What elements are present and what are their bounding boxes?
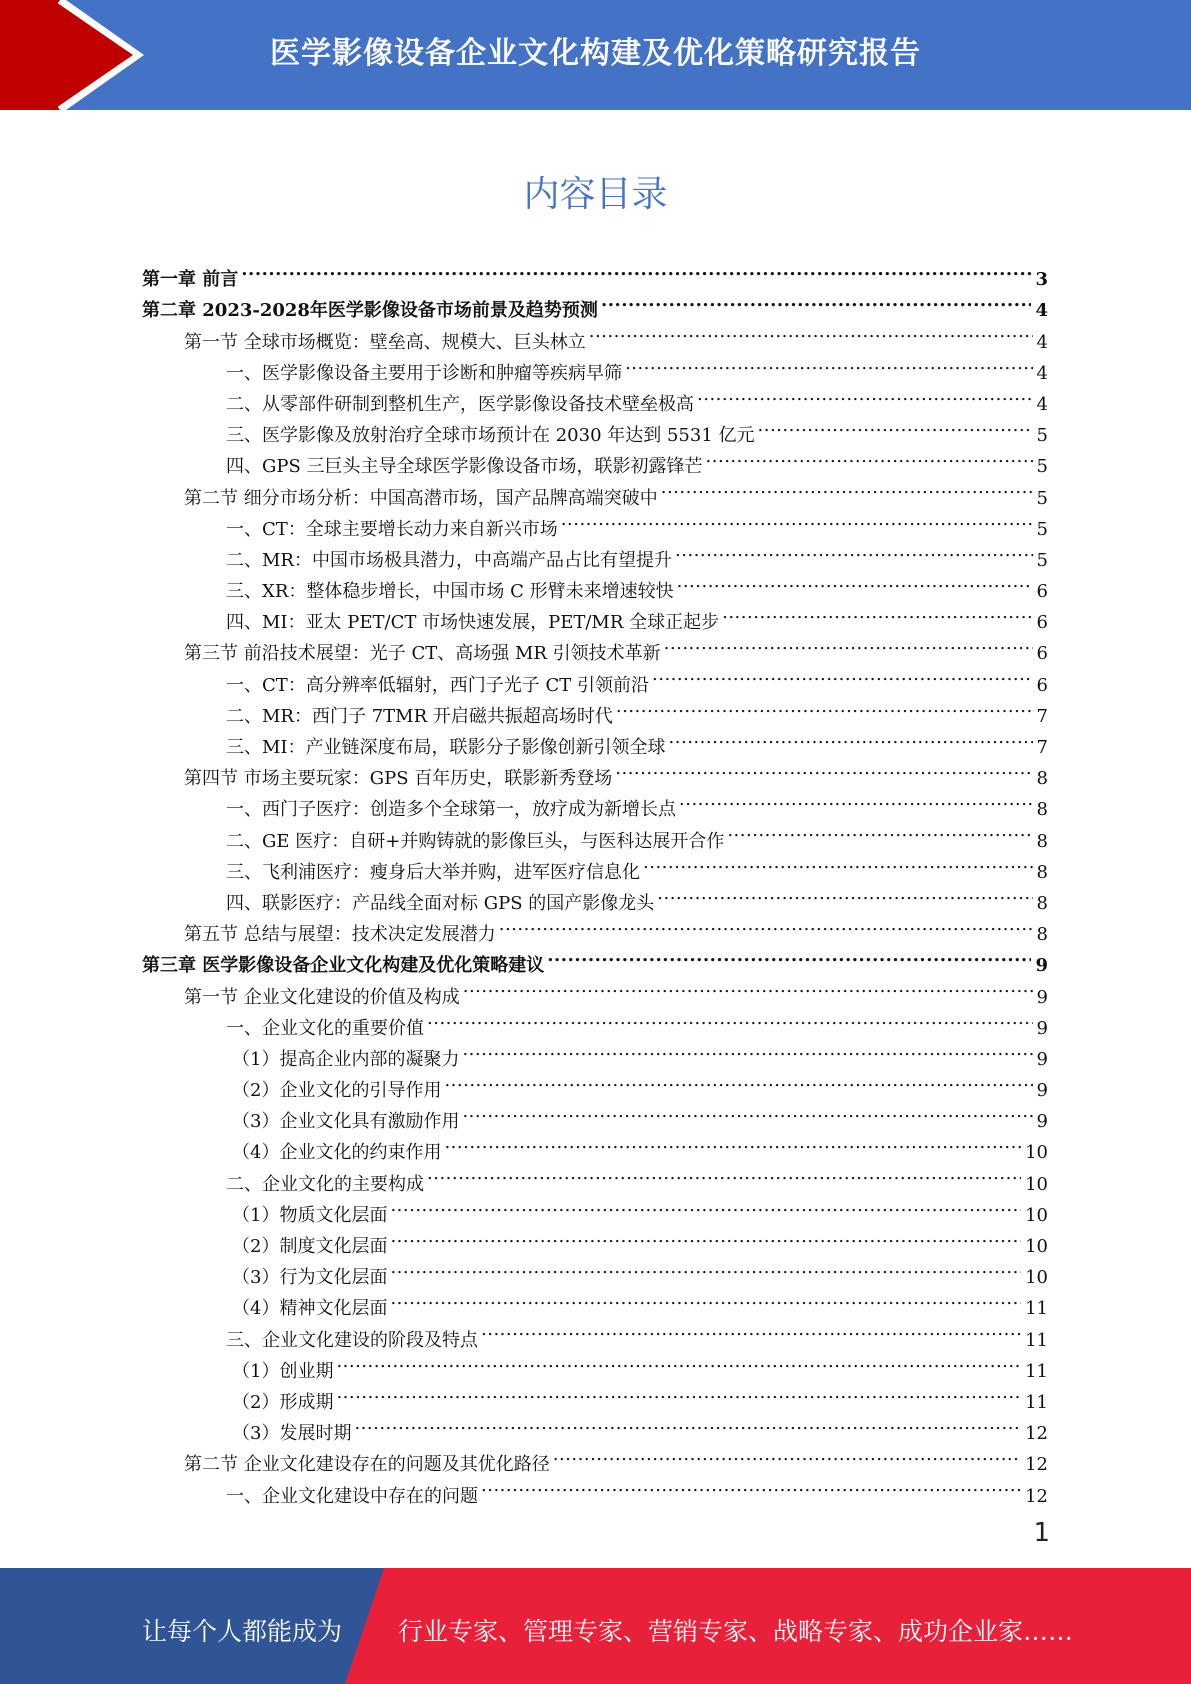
toc-entry-page: 6: [1036, 674, 1048, 696]
toc-entry-title: 二、GE 医疗：自研+并购铸就的影像巨头，与医科达展开合作: [226, 830, 725, 852]
toc-entry[interactable]: [142, 285, 1048, 322]
toc-entry-title: （4）企业文化的约束作用: [232, 1142, 442, 1164]
toc-dot-leader: [499, 909, 1033, 940]
toc-entry-title: 第二节 企业文化建设存在的问题及其优化路径: [184, 1454, 550, 1476]
toc-dot-leader: [601, 285, 1032, 316]
toc-entry-page: 5: [1036, 549, 1048, 571]
toc-entry[interactable]: [142, 254, 1048, 291]
toc-entry-title: 第五节 总结与展望：技术决定发展潜力: [184, 924, 496, 946]
toc-entry-title: （1）创业期: [232, 1360, 334, 1382]
report-title: 医学影像设备企业文化构建及优化策略研究报告: [270, 36, 921, 71]
toc-dot-leader: [390, 1190, 1021, 1221]
toc-entry-page: 11: [1025, 1298, 1048, 1320]
toc-entry-title: 第一节 企业文化建设的价值及构成: [184, 986, 460, 1008]
toc-entry-title: 第三章 医学影像设备企业文化构建及优化策略建议: [142, 955, 545, 977]
toc-entry-page: 11: [1025, 1360, 1048, 1382]
toc-dot-leader: [722, 597, 1032, 628]
toc-entry-page: 5: [1036, 487, 1048, 509]
toc-entry-page: 4: [1036, 331, 1048, 353]
toc-dot-leader: [354, 1408, 1021, 1439]
toc-dot-leader: [390, 1252, 1021, 1283]
toc-dot-leader: [643, 847, 1033, 878]
toc-entry-page: 9: [1035, 955, 1048, 977]
toc-dot-leader: [679, 784, 1033, 815]
toc-dot-leader: [481, 1314, 1021, 1345]
toc-entry-page: 11: [1025, 1329, 1048, 1351]
toc-entry-title: （4）精神文化层面: [232, 1298, 388, 1320]
toc-dot-leader: [390, 1283, 1021, 1314]
toc-entry-title: 二、从零部件研制到整机生产，医学影像设备技术壁垒极高: [226, 393, 694, 415]
toc-entry-title: 一、CT：高分辨率低辐射，西门子光子 CT 引领前沿: [226, 674, 649, 696]
toc-entry-page: 4: [1036, 393, 1048, 415]
toc-entry-title: 三、飞利浦医疗：瘦身后大举并购，进军医疗信息化: [226, 861, 640, 883]
toc-entry-page: 10: [1025, 1204, 1048, 1226]
toc-dot-leader: [390, 1221, 1021, 1252]
toc-dot-leader: [462, 1034, 1032, 1065]
toc-entry-title: 三、XR：整体稳步增长，中国市场 C 形臂未来增速较快: [226, 581, 674, 603]
toc-dot-leader: [589, 316, 1033, 347]
toc-dot-leader: [241, 254, 1031, 285]
toc-entry-page: 3: [1035, 269, 1048, 291]
toc-entry-title: （3）企业文化具有激励作用: [232, 1111, 460, 1133]
toc-dot-leader: [652, 659, 1033, 690]
toc-dot-leader: [625, 348, 1033, 379]
table-of-contents: [142, 254, 1048, 1507]
toc-dot-leader: [758, 410, 1033, 441]
toc-entry-title: （2）制度文化层面: [232, 1236, 388, 1257]
footer-slogan-right: 行业专家、管理专家、营销专家、战略专家、成功企业家……: [398, 1617, 1074, 1646]
toc-entry-page: 10: [1025, 1236, 1048, 1257]
toc-entry-title: （3）行为文化层面: [232, 1267, 388, 1289]
toc-dot-leader: [336, 1377, 1021, 1408]
toc-entry-page: 10: [1025, 1173, 1048, 1195]
page-number: 1: [1033, 1518, 1050, 1548]
toc-entry-page: 9: [1036, 1111, 1048, 1133]
toc-entry-title: 四、联影医疗：产品线全面对标 GPS 的国产影像龙头: [226, 892, 655, 914]
toc-dot-leader: [427, 1003, 1033, 1034]
toc-dot-leader: [547, 940, 1031, 971]
toc-dot-leader: [616, 691, 1033, 722]
toc-entry-title: 四、MI：亚太 PET/CT 市场快速发展，PET/MR 全球正起步: [226, 612, 720, 634]
toc-entry-title: （3）发展时期: [232, 1423, 352, 1445]
toc-dot-leader: [336, 1346, 1021, 1377]
toc-entry-title: 第四节 市场主要玩家：GPS 百年历史，联影新秀登场: [184, 768, 613, 790]
toc-entry-page: 5: [1036, 425, 1048, 447]
toc-dot-leader: [661, 472, 1033, 503]
toc-heading: 内容目录: [523, 174, 668, 215]
toc-dot-leader: [427, 1158, 1021, 1189]
toc-entry-page: 5: [1036, 518, 1048, 540]
toc-entry-title: 三、MI：产业链深度布局，联影分子影像创新引领全球: [226, 737, 666, 758]
toc-entry-page: 8: [1036, 924, 1048, 946]
toc-dot-leader: [664, 628, 1033, 659]
toc-entry-page: 9: [1036, 1048, 1048, 1070]
toc-dot-leader: [561, 504, 1033, 535]
toc-entry-page: 8: [1036, 861, 1048, 883]
toc-entry-title: 第二节 细分市场分析：中国高潜市场，国产品牌高端突破中: [184, 487, 658, 509]
toc-entry-title: （2）企业文化的引导作用: [232, 1080, 442, 1102]
toc-entry-page: 8: [1036, 768, 1048, 790]
toc-entry-page: 12: [1025, 1485, 1048, 1507]
toc-entry-title: （1）物质文化层面: [232, 1204, 388, 1226]
footer-band: [0, 1568, 1191, 1684]
toc-entry-title: 一、企业文化建设中存在的问题: [226, 1485, 478, 1507]
toc-dot-leader: [697, 379, 1033, 410]
toc-entry-title: 三、企业文化建设的阶段及特点: [226, 1329, 478, 1351]
toc-entry-page: 8: [1036, 799, 1048, 821]
toc-dot-leader: [706, 441, 1033, 472]
toc-entry-page: 10: [1025, 1142, 1048, 1164]
toc-dot-leader: [669, 722, 1033, 753]
toc-entry-page: 11: [1025, 1391, 1048, 1413]
toc-entry-page: 4: [1036, 362, 1048, 384]
toc-dot-leader: [462, 1096, 1032, 1127]
toc-entry-page: 10: [1025, 1267, 1048, 1289]
toc-entry-page: 12: [1025, 1423, 1048, 1445]
toc-dot-leader: [657, 878, 1032, 909]
toc-entry-page: 6: [1036, 612, 1048, 634]
toc-entry-title: 一、企业文化的重要价值: [226, 1017, 424, 1039]
toc-entry-title: 第三节 前沿技术展望：光子 CT、高场强 MR 引领技术革新: [184, 643, 661, 665]
toc-entry-title: 一、西门子医疗：创造多个全球第一，放疗成为新增长点: [226, 799, 676, 821]
toc-dot-leader: [677, 566, 1033, 597]
toc-entry-page: 6: [1036, 581, 1048, 603]
toc-entry-title: （2）形成期: [232, 1391, 334, 1413]
toc-entry-page: 8: [1036, 892, 1048, 914]
toc-entry-page: 6: [1036, 643, 1048, 665]
toc-entry-page: 4: [1035, 300, 1048, 322]
toc-entry-page: 12: [1025, 1454, 1048, 1476]
toc-entry-title: 三、医学影像及放射治疗全球市场预计在 2030 年达到 5531 亿元: [226, 425, 755, 447]
toc-entry-page: 7: [1036, 705, 1048, 727]
toc-entry-page: 8: [1036, 830, 1048, 852]
toc-entry-page: 9: [1036, 986, 1048, 1008]
toc-entry-title: 第一章 前言: [142, 269, 239, 291]
toc-entry-title: 第一节 全球市场概览：壁垒高、规模大、巨头林立: [184, 331, 586, 353]
toc-entry-title: 四、GPS 三巨头主导全球医学影像设备市场，联影初露锋芒: [226, 456, 703, 478]
toc-dot-leader: [481, 1470, 1021, 1501]
toc-entry-title: 一、医学影像设备主要用于诊断和肿瘤等疾病早筛: [226, 362, 622, 384]
toc-entry-title: 一、CT：全球主要增长动力来自新兴市场: [226, 518, 558, 540]
toc-entry-title: 二、MR：西门子 7TMR 开启磁共振超高场时代: [226, 705, 613, 727]
toc-entry-title: （1）提高企业内部的凝聚力: [232, 1048, 460, 1070]
toc-dot-leader: [727, 815, 1032, 846]
toc-dot-leader: [675, 535, 1033, 566]
toc-entry-page: 9: [1036, 1080, 1048, 1102]
toc-entry-page: 7: [1036, 737, 1048, 758]
header-band: [0, 0, 1191, 110]
toc-dot-leader: [463, 971, 1033, 1002]
toc-entry-page: 5: [1036, 456, 1048, 478]
footer-slogan-left: 让每个人都能成为: [142, 1617, 343, 1646]
toc-entry-title: 二、企业文化的主要构成: [226, 1173, 424, 1195]
toc-dot-leader: [615, 753, 1032, 784]
toc-dot-leader: [444, 1065, 1032, 1096]
toc-entry-title: 二、MR：中国市场极具潜力，中高端产品占比有望提升: [226, 549, 672, 571]
toc-entry-page: 9: [1036, 1017, 1048, 1039]
toc-entry-title: 第二章 2023-2028年医学影像设备市场前景及趋势预测: [142, 300, 598, 322]
toc-dot-leader: [553, 1439, 1021, 1470]
toc-dot-leader: [444, 1127, 1021, 1158]
header-arrow-icon: [0, 0, 150, 110]
